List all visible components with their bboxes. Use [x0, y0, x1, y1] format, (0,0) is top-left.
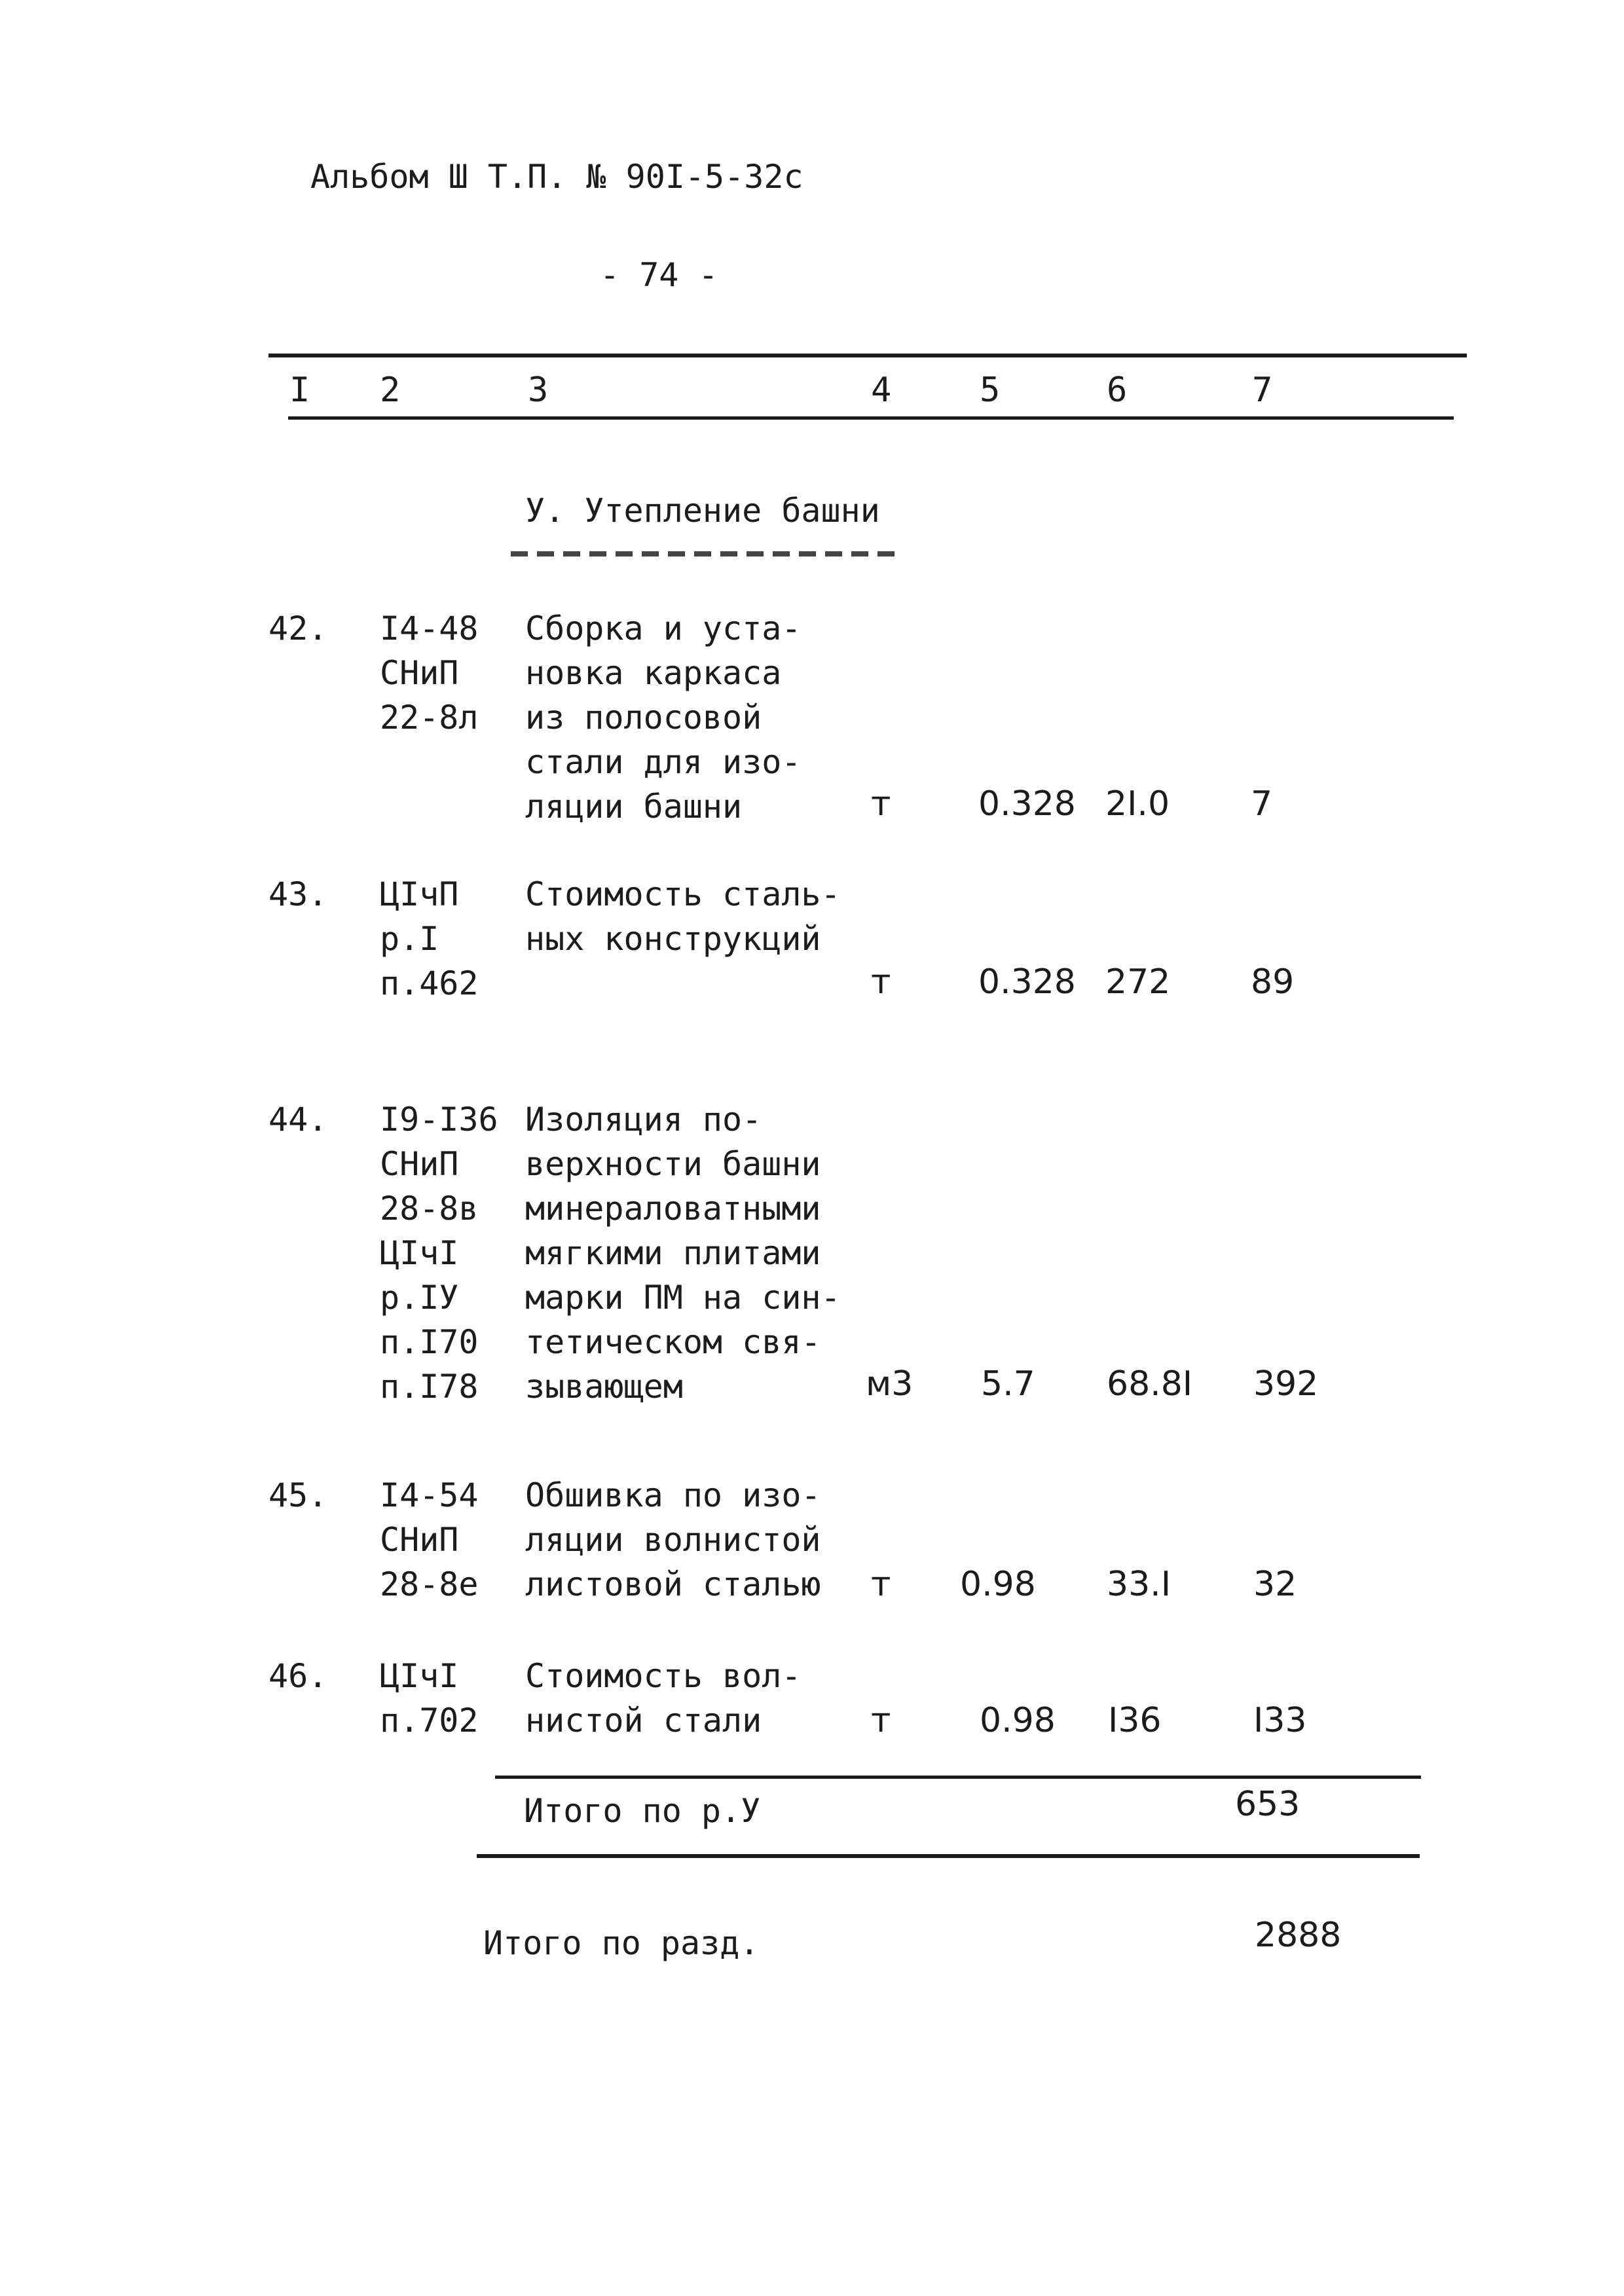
unit: т [871, 1565, 891, 1604]
unit: т [871, 784, 891, 824]
row-number: 46. [268, 1657, 328, 1695]
unit-price: 2I.0 [1105, 784, 1170, 824]
total-cost: 32 [1253, 1565, 1297, 1604]
rate-code: I9-I36 СНиП 28-8в ЦIчI р.IУ п.I70 п.I78 [380, 1101, 498, 1406]
subtotal-value: 653 [1235, 1785, 1301, 1824]
row-number: 42. [268, 610, 328, 647]
rate-code: I4-48 СНиП 22-8л [380, 610, 479, 737]
total-cost: 7 [1251, 784, 1273, 824]
total-cost: I33 [1253, 1701, 1307, 1740]
row-number: 45. [268, 1476, 328, 1514]
subtotal-bottom-rule [477, 1854, 1420, 1858]
rate-code: I4-54 СНиП 28-8е [380, 1476, 479, 1603]
unit-price: 33.I [1107, 1565, 1172, 1604]
row-number: 43. [268, 875, 328, 913]
column-number-3: 3 [528, 371, 549, 410]
total-cost: 392 [1253, 1364, 1319, 1404]
total-cost: 89 [1251, 962, 1295, 1002]
rate-code: ЦIчI п.702 [380, 1657, 479, 1740]
section-title-underline [511, 551, 904, 556]
quantity: 0.98 [960, 1565, 1036, 1604]
unit: т [871, 962, 891, 1002]
subtotal-top-rule [495, 1776, 1421, 1779]
column-number-4: 4 [871, 371, 892, 410]
unit-price: I36 [1108, 1701, 1162, 1740]
column-number-1: I [289, 371, 310, 410]
table-header-bottom-rule [288, 416, 1454, 420]
table-top-rule [268, 354, 1467, 357]
unit: м3 [866, 1364, 913, 1404]
subtotal-label: Итого по р.У [524, 1792, 761, 1830]
work-description: Сборка и уста- новка каркаса из полосовой стали для изо- ляции башни [525, 610, 802, 826]
quantity: 0.328 [978, 784, 1076, 824]
unit: т [871, 1701, 891, 1740]
page-number: - 74 - [600, 256, 718, 294]
unit-price: 272 [1105, 962, 1171, 1002]
section-title: У. Утепление башни [525, 492, 880, 530]
work-description: Стоимость вол- нистой стали [525, 1657, 802, 1740]
column-number-5: 5 [980, 371, 1001, 410]
column-number-7: 7 [1252, 371, 1273, 410]
quantity: 0.98 [980, 1701, 1056, 1740]
section-total-value: 2888 [1255, 1916, 1342, 1955]
work-description: Обшивка по изо- ляции волнистой листовой сталью [525, 1476, 821, 1603]
album-reference: Альбом Ш Т.П. № 90I-5-32с [310, 158, 803, 196]
quantity: 0.328 [978, 962, 1076, 1002]
work-description: Изоляция по- верхности башни минераловатными мягкими плитами марки ПМ на син- тетическом свя- зывающем [525, 1101, 841, 1406]
work-description: Стоимость сталь- ных конструкций [525, 875, 841, 958]
unit-price: 68.8I [1107, 1364, 1193, 1404]
section-total-label: Итого по разд. [483, 1924, 760, 1962]
row-number: 44. [268, 1101, 328, 1139]
column-number-6: 6 [1107, 371, 1128, 410]
rate-code: ЦIчП р.I п.462 [380, 875, 479, 1002]
quantity: 5.7 [981, 1364, 1035, 1404]
column-number-2: 2 [380, 371, 401, 410]
